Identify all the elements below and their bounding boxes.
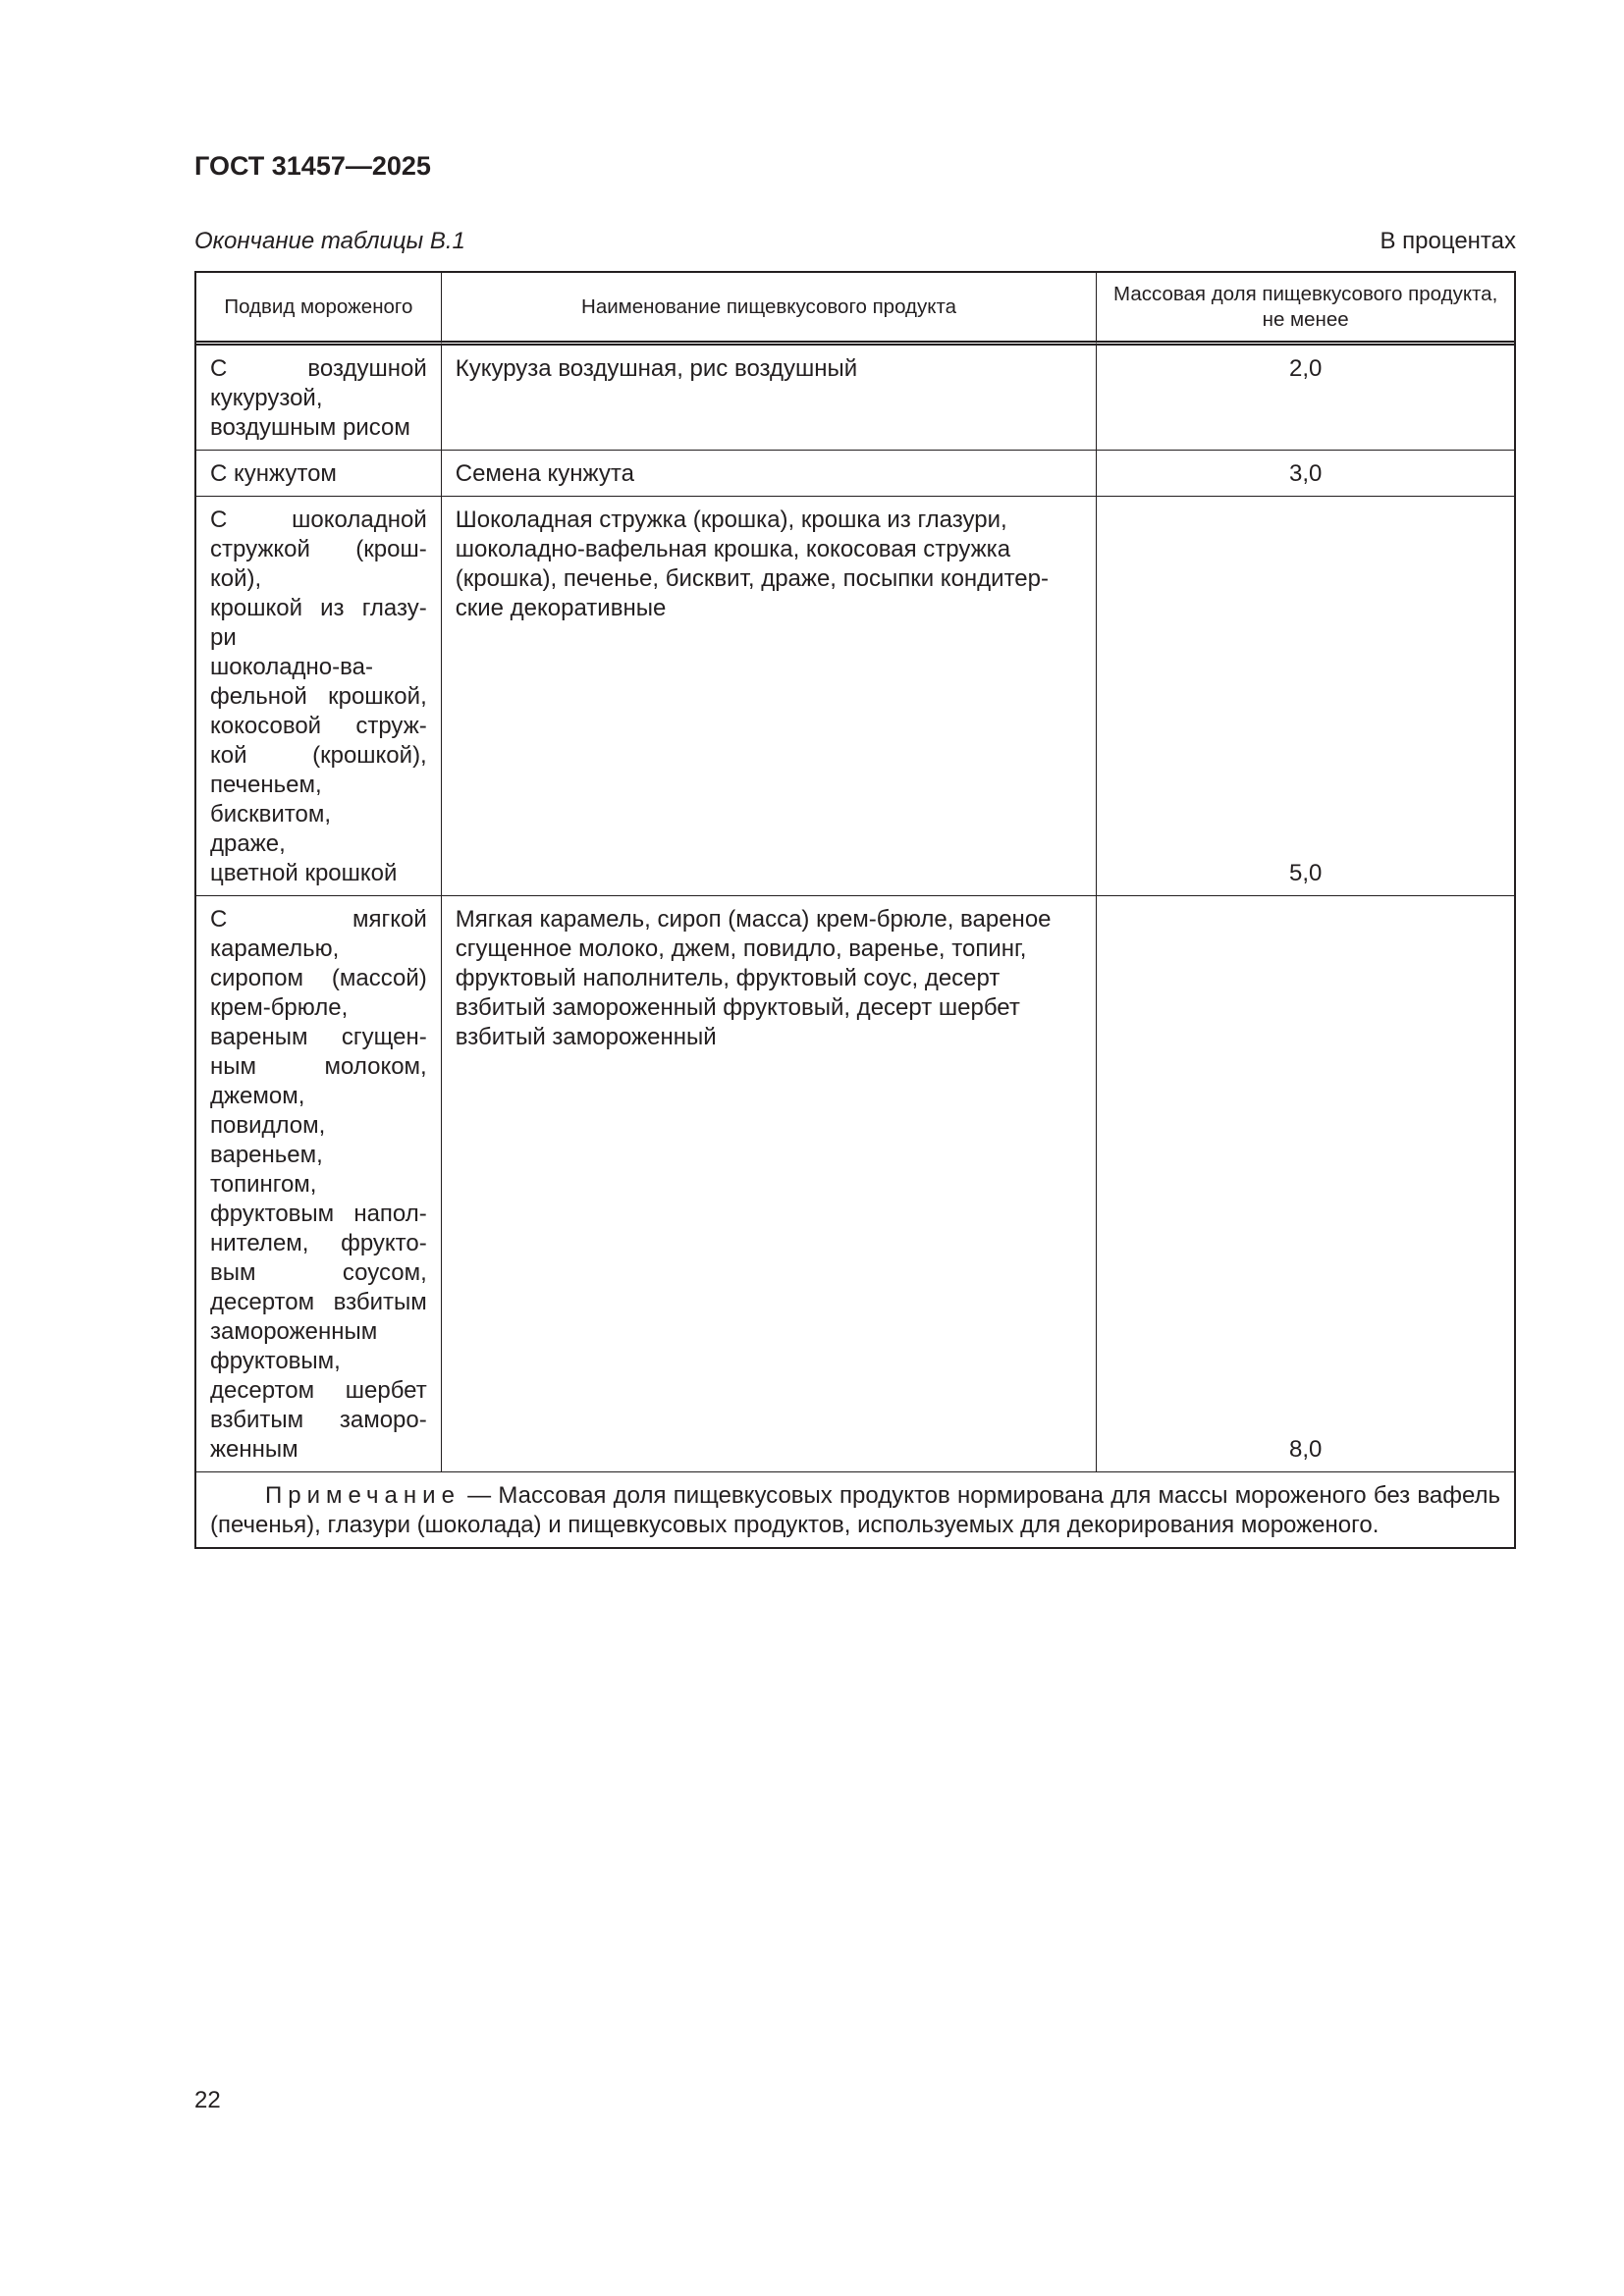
subtype-line: С мягкой	[210, 906, 427, 933]
product-line: Мягкая карамель, сироп (масса) крем-брюле, вареное	[455, 906, 1052, 933]
subtype-line: кой),	[210, 565, 262, 592]
subtype-line: С шоколадной	[210, 507, 427, 533]
subtype-line: С воздушной	[210, 355, 427, 382]
product-line: фруктовый наполнитель, фруктовый соус, десерт	[455, 965, 1001, 991]
note-text: — Массовая доля пищевкусовых продуктов нормирована для массы мороженого без вафель (печенья), глазури (шоколада) и пищевкусовых продуктов, используемых для декорирования мороженого.	[210, 1482, 1500, 1538]
subtype-line: кукурузой,	[210, 385, 323, 411]
subtype-line: печеньем,	[210, 772, 322, 798]
cell-ice-cream-subtype	[196, 346, 441, 450]
subtype-line: женным	[210, 1436, 298, 1463]
subtype-line: шоколадно-ва-	[210, 654, 373, 680]
subtype-line: крошкой из глазу-	[210, 595, 427, 621]
product-line: (крошка), печенье, бисквит, драже, посыпки кондитер-	[455, 565, 1049, 592]
cell-ice-cream-subtype	[196, 895, 441, 1471]
table-caption: Окончание таблицы В.1	[194, 228, 465, 254]
subtype-line: вареным сгущен-	[210, 1024, 427, 1050]
subtype-line: воздушным рисом	[210, 414, 410, 441]
table-row	[196, 895, 1514, 1471]
table-row	[196, 496, 1514, 895]
cell-product-name	[441, 346, 1097, 450]
subtype-line: стружкой (крош-	[210, 536, 427, 562]
subtype-line: вым соусом,	[210, 1259, 427, 1286]
subtype-line: кокосовой струж-	[210, 713, 427, 739]
subtype-line: карамелью,	[210, 935, 340, 962]
product-line: Кукуруза воздушная, рис воздушный	[455, 355, 858, 382]
product-line: взбитый замороженный	[455, 1024, 717, 1050]
subtype-line: ри	[210, 624, 237, 651]
subtype-line: нителем, фрукто-	[210, 1230, 427, 1256]
subtype-line: сиропом (массой)	[210, 965, 427, 991]
product-line: сгущенное молоко, джем, повидло, варенье, топинг,	[455, 935, 1027, 962]
subtype-line: крем-брюле,	[210, 994, 349, 1021]
column-header-product: Наименование пищевкусового продукта	[441, 273, 1097, 346]
note-label: Примечание	[265, 1482, 460, 1509]
product-line: шоколадно-вафельная крошка, кокосовая стружка	[455, 536, 1011, 562]
standard-designation: ГОСТ 31457—2025	[194, 151, 431, 181]
subtype-line: вареньем,	[210, 1142, 323, 1168]
cell-ice-cream-subtype	[196, 450, 441, 496]
subtype-line: драже,	[210, 830, 286, 857]
cell-ice-cream-subtype	[196, 496, 441, 895]
product-line: ские декоративные	[455, 595, 667, 621]
subtype-line: десертом шербет	[210, 1377, 427, 1404]
cell-mass-fraction: 8,0	[1096, 895, 1514, 1471]
subtype-line: С кунжутом	[210, 460, 337, 487]
product-line: Семена кунжута	[455, 460, 634, 487]
cell-product-name	[441, 895, 1097, 1471]
subtype-line: фруктовым напол-	[210, 1201, 427, 1227]
table-note	[196, 1471, 1514, 1547]
column-header-subtype: Подвид мороженого	[196, 273, 441, 346]
ice-cream-ingredients-table	[194, 271, 1516, 1549]
cell-mass-fraction: 2,0	[1096, 346, 1514, 450]
subtype-line: цветной крошкой	[210, 860, 398, 886]
subtype-line: фруктовым,	[210, 1348, 341, 1374]
table-units: В процентах	[1380, 228, 1516, 254]
product-line: Шоколадная стружка (крошка), крошка из глазури,	[455, 507, 1007, 533]
subtype-line: фельной крошкой,	[210, 683, 427, 710]
table-row	[196, 346, 1514, 450]
cell-product-name	[441, 496, 1097, 895]
subtype-line: ным молоком,	[210, 1053, 427, 1080]
page-number: 22	[194, 2087, 221, 2113]
table-header-row	[196, 273, 1514, 346]
subtype-line: джемом,	[210, 1083, 305, 1109]
subtype-line: повидлом,	[210, 1112, 326, 1139]
column-header-mass-fraction: Массовая доля пищевкусового продукта, не менее	[1096, 273, 1514, 346]
cell-mass-fraction: 5,0	[1096, 496, 1514, 895]
product-line: взбитый замороженный фруктовый, десерт шербет	[455, 994, 1020, 1021]
cell-mass-fraction: 3,0	[1096, 450, 1514, 496]
subtype-line: бисквитом,	[210, 801, 332, 828]
subtype-line: замороженным	[210, 1318, 378, 1345]
subtype-line: взбитым заморо-	[210, 1407, 427, 1433]
table-note-row	[196, 1471, 1514, 1547]
cell-product-name	[441, 450, 1097, 496]
subtype-line: топингом,	[210, 1171, 317, 1198]
subtype-line: десертом взбитым	[210, 1289, 427, 1315]
subtype-line: кой (крошкой),	[210, 742, 427, 769]
table-row	[196, 450, 1514, 496]
